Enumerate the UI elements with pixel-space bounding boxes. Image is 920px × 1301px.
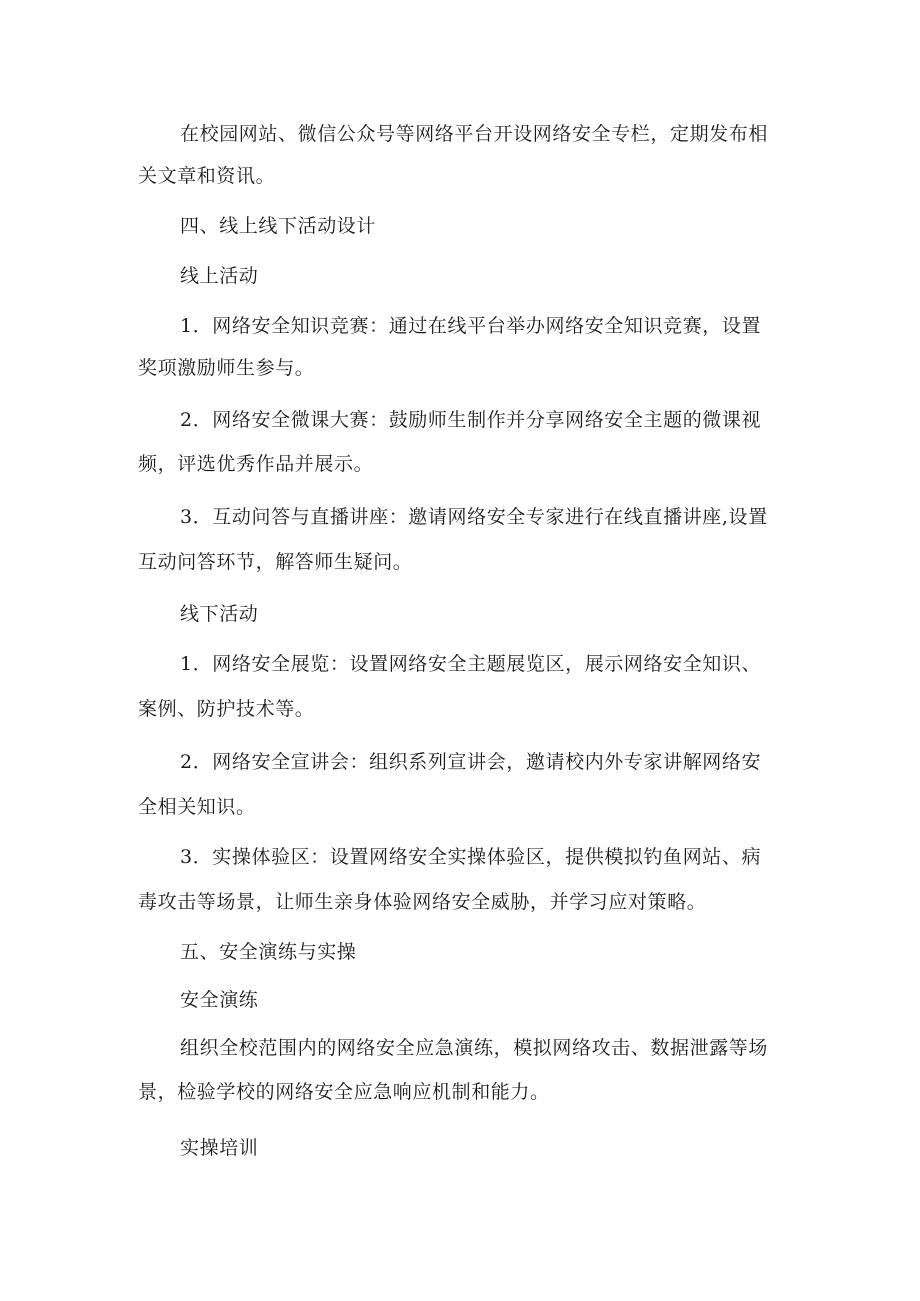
list-item-line: 互动问答环节，解答师生疑问。: [138, 551, 413, 573]
list-item-line: 1．网络安全展览：设置网络安全主题展览区，展示网络安全知识、: [180, 653, 762, 675]
section-heading: 五、安全演练与实操: [180, 941, 357, 963]
list-item-line: 毒攻击等场景，让师生亲身体验网络安全威胁，并学习应对策略。: [138, 891, 707, 913]
subsection-heading: 线下活动: [180, 603, 259, 625]
list-item-line: 3．互动问答与直播讲座：邀请网络安全专家进行在线直播讲座,设置: [180, 506, 768, 528]
list-item-line: 全相关知识。: [138, 796, 256, 818]
subsection-heading: 实操培训: [180, 1137, 259, 1159]
section-heading: 四、线上线下活动设计: [180, 215, 377, 237]
subsection-heading: 线上活动: [180, 265, 259, 287]
subsection-heading: 安全演练: [180, 989, 259, 1011]
list-item-line: 2．网络安全宣讲会：组织系列宣讲会，邀请校内外专家讲解网络安: [180, 751, 762, 773]
list-item-line: 奖项激励师生参与。: [138, 357, 315, 379]
paragraph-line: 关文章和资讯。: [138, 165, 276, 187]
list-item-line: 频，评选优秀作品并展示。: [138, 453, 374, 475]
paragraph-line: 在校园网站、微信公众号等网络平台开设网络安全专栏，定期发布相: [180, 123, 769, 145]
paragraph-line: 景，检验学校的网络安全应急响应机制和能力。: [138, 1081, 550, 1103]
list-item-line: 案例、防护技术等。: [138, 698, 315, 720]
paragraph-line: 组织全校范围内的网络安全应急演练，模拟网络攻击、数据泄露等场: [180, 1037, 769, 1059]
list-item-line: 2．网络安全微课大赛：鼓励师生制作并分享网络安全主题的微课视: [180, 409, 762, 431]
list-item-line: 1．网络安全知识竞赛：通过在线平台举办网络安全知识竞赛，设置: [180, 315, 762, 337]
list-item-line: 3．实操体验区：设置网络安全实操体验区，提供模拟钓鱼网站、病: [180, 846, 762, 868]
